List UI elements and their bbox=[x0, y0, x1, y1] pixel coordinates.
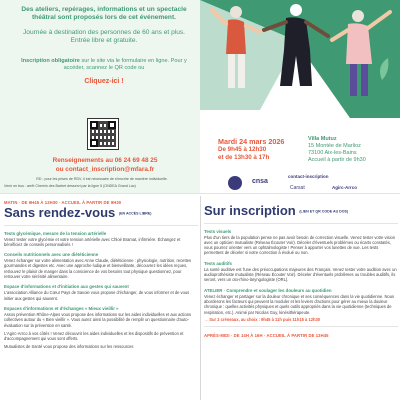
event-time-afternoon: et de 13h30 à 17h bbox=[218, 154, 270, 161]
partner-logo-round bbox=[228, 176, 242, 190]
section-text: Venez échanger sur votre alimentation avec Anne Claude, diététicienne : physiologie, nutrition, recettes gourmandes et digestes etc. Avec une approche ludique et bienveillante, découvrez les idées reçues, retrouvez le plaisir de manger dans la conscience de vos besoins tout physique questionnez, pour retrouver votre sérénité alimentaire. bbox=[4, 258, 192, 280]
workshop-schedule: → Sur 2 créneaux, au choix : 9h45 à 11h puis 11h15 à 12h30 bbox=[204, 316, 321, 322]
section-text: Plus d'un tiers de la population pense ne pas avoir besoin de correction visuelle. Venez tester votre vision avec un opticien mutualiste (Réseau Écouter Voir). Déceler d'éventuels problèmes ou écarts constatés, vous pourrez orienter vers un ophtalmologiste ! Penser à apporter vos lunettes de vue. Les tests permettent de déceler si votre correction à évolué ou non. bbox=[204, 234, 396, 256]
intro-text: Des ateliers, repérages, informations et un spectacle théâtral sont proposés lors de cet événement. bbox=[21, 6, 187, 21]
registration-instructions: sur le site via le formulaire en ligne. Pour y accéder, scannez le QR code ou bbox=[63, 58, 187, 71]
cnsa-logo: cnsa bbox=[252, 178, 268, 185]
section-heading: Tests auditifs bbox=[204, 260, 232, 266]
registration-column bbox=[204, 194, 398, 400]
top-panel bbox=[0, 0, 400, 193]
audience-text: Journée à destination des personnes de 60 ans et plus. Entrée libre et gratuite. bbox=[22, 29, 186, 44]
section-heading: ATELIER · Comprendre et soulager les douleurs au quotidien bbox=[204, 287, 332, 293]
event-time-morning: De 9h45 à 12h30 bbox=[218, 146, 267, 153]
contact-phone: Renseignements au 06 24 69 48 25 bbox=[52, 157, 158, 164]
column-divider bbox=[200, 196, 201, 400]
footnote-rdv: RD : pour les prises de RDV, il est nécessaire de s'inscrire de manière individuelle. bbox=[36, 177, 168, 181]
registration-subtitle: (LIEN ET QR CODE AU DOS) bbox=[299, 209, 349, 214]
event-location bbox=[308, 136, 400, 164]
event-date: Mardi 24 mars 2026 bbox=[218, 137, 285, 146]
section-text: La sonté auditive est l'une des préoccupations majeures des Français. Venez tester votre audition avec un audioprothésiste mutualiste (Réseau Écouter Voir). Déceler d'éventuels problèmes ou troubles auditifs, ils seront, vers un oto-rhino-laryngologiste (ORL). bbox=[204, 266, 397, 283]
section-heading: Conseils nutritionnels avec une diététicienne bbox=[4, 252, 99, 258]
venue-address-line2: 73100 Aix-les-Bains bbox=[308, 150, 357, 156]
illustration-panel bbox=[200, 0, 400, 193]
agirc-arrco-logo: Agirc-Arrco bbox=[332, 185, 358, 190]
walk-in-title: Sans rendez-vous (EN ACCÈS LIBRE) bbox=[4, 205, 152, 220]
partner-logos bbox=[228, 172, 400, 194]
venue-welcome-time: Accueil à partir de 9h30 bbox=[308, 157, 366, 163]
section-text: Venez tester votre glycémie et votre tension artérielle avec Chloé Bramat, infirmière. Échangez et bénéficiez de conseils personnalisés ! bbox=[4, 236, 181, 247]
section-heading: Espaces d'informations et d'échanges « Mieux vieillir » bbox=[4, 305, 119, 311]
section-text: L'Agirc-Arrco à vos côtés ! Venez découvrir les aides individuelles et les dispositifs de prévention et d'accompagnement qui vous sont offerts. bbox=[4, 330, 184, 342]
footnote-bus: Venir en bus : arrêt Chemin des Barbet desservi par la ligne 5 (ONDEA Grand Lac) bbox=[4, 184, 136, 188]
section-heading: Espace d'informations et d'initiation aux gestes qui sauvent bbox=[4, 284, 129, 290]
contact-email[interactable]: ou contact_inscription@mfara.fr bbox=[55, 166, 155, 173]
contact-logo: contact-inscription bbox=[288, 174, 329, 179]
registration-required: Inscription obligatoire bbox=[21, 58, 80, 64]
registration-title: Sur inscription (LIEN ET QR CODE AU DOS) bbox=[204, 203, 349, 218]
morning-column bbox=[4, 194, 198, 400]
section-text: Venez échanger et partager sur la douleur chronique et ses conséquences dans la vie quotidienne. Nous aborderons les facteurs qui peuvent la moduler et les leviers d'actions pour gérer au mieux la douleur chronique : quelles activités physiques et quels outils appropriés dans la vie quotidienne (techniques de respiration, etc.). Animé par Nicolas Guy, kinésithérapeute. bbox=[204, 293, 395, 315]
section-heading: Tests visuels bbox=[204, 228, 232, 234]
intro-panel bbox=[0, 0, 200, 193]
morning-kicker: MATIN · DE 9H45 À 12H30 · ACCUEIL À PARTIR DE 9H30 bbox=[4, 200, 122, 205]
section-text: Assos prévention Rhône-Alpes vous propose des informations sur les aides individuelles et aux actions collectives autour du « Bien vieillir ». Vous aurez ainsi la possibilité de remplir un questionnaire d'auto-évaluation sur la prévention en santé. bbox=[4, 311, 192, 328]
click-here-link[interactable]: Cliquez-ici ! bbox=[84, 78, 124, 85]
section-text: Mutualistes de Santé vous propose des informations sur les ressources bbox=[4, 344, 134, 350]
qr-code[interactable] bbox=[87, 118, 119, 150]
walk-in-subtitle: (EN ACCÈS LIBRE) bbox=[118, 211, 152, 216]
section-text: L'association Alliance du Cœur Pays de Savoie vous propose d'échanger, de vous informer et de vous initier aux gestes qui sauvent. bbox=[4, 290, 190, 301]
section-heading: Tests glycémique, mesure de la tension artérielle bbox=[4, 230, 107, 236]
venue-name: Villa Mutuz bbox=[308, 136, 337, 142]
venue-address-line1: 15 Montée de Marlioz bbox=[308, 143, 361, 149]
registration-note bbox=[20, 58, 188, 72]
dancing-seniors-illustration bbox=[200, 0, 400, 118]
carsat-logo: Carsat bbox=[290, 185, 305, 191]
afternoon-kicker: APRÈS-MIDI · DE 14H À 16H · ACCUEIL À PARTIR DE 13H45 bbox=[204, 333, 329, 339]
